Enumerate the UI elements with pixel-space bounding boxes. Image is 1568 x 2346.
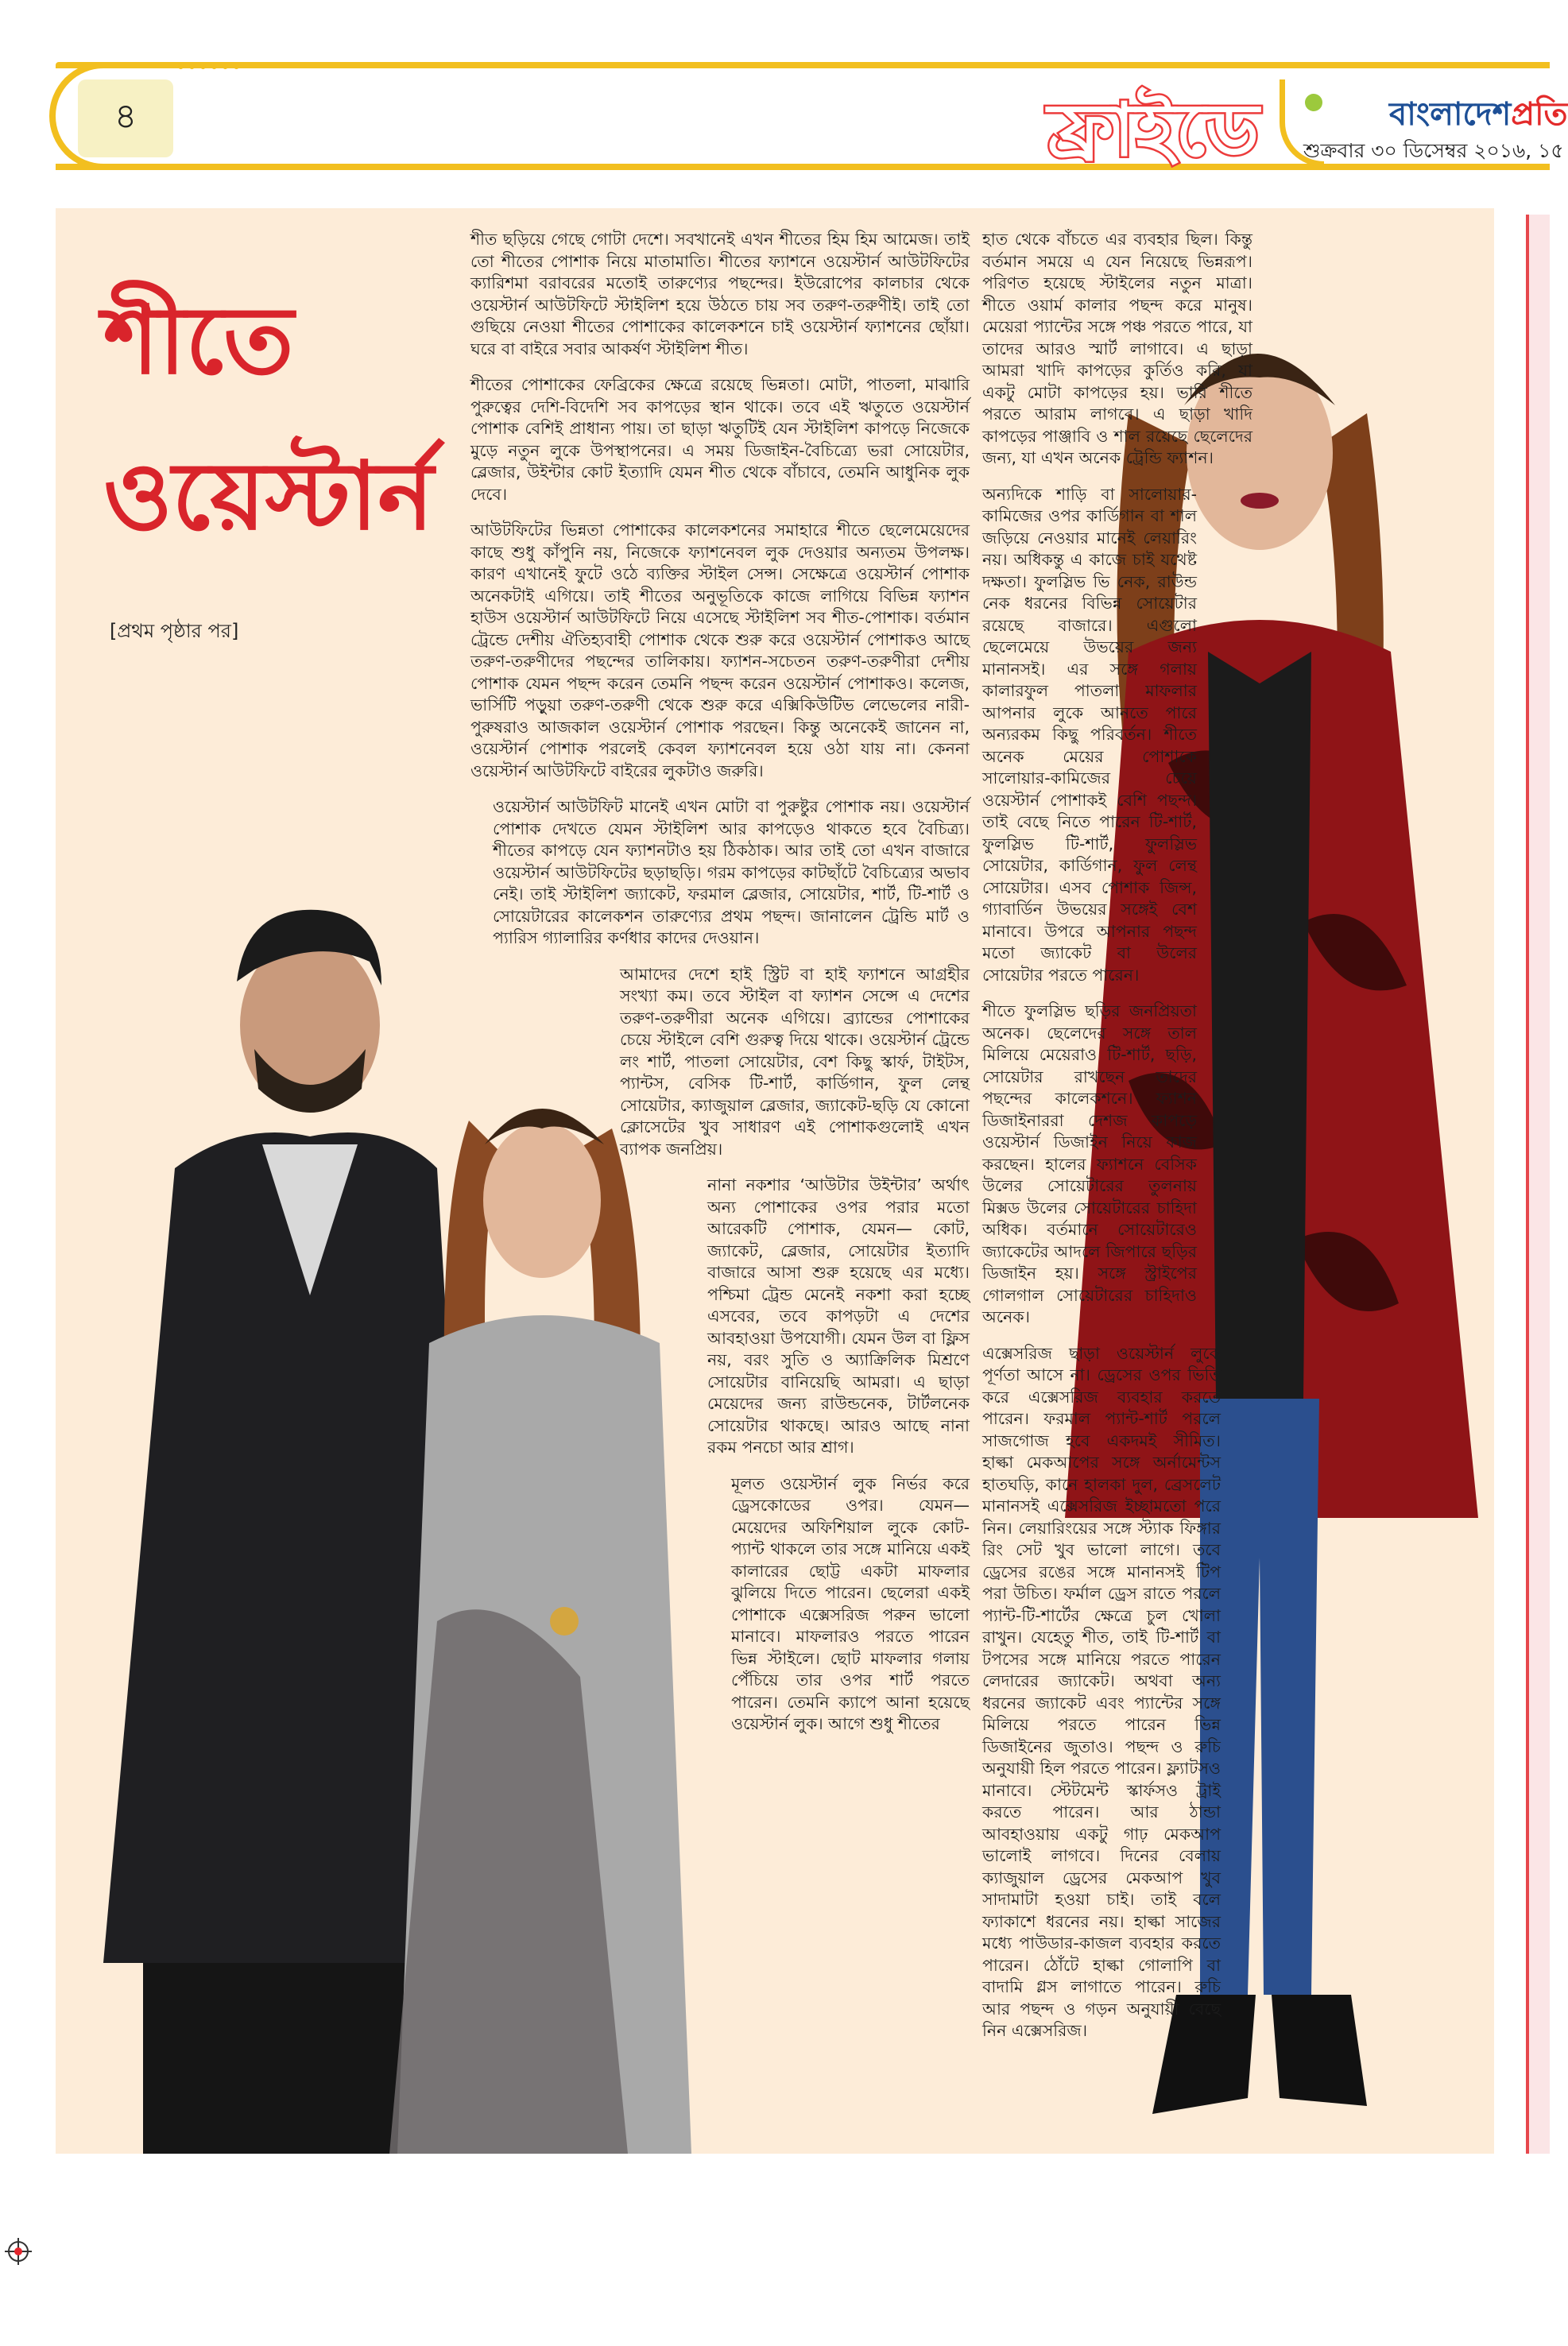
masthead-part-1: বাংলাদেশ <box>1389 96 1512 133</box>
paragraph: হাত থেকে বাঁচতে এর ব্যবহার ছিল। কিন্তু বর্তমান সময়ে এ যেন নিয়েছে ভিন্নরূপ। পরিণত হয়েছে স্টাইলের নতুন মাত্রা। শীতে ওয়ার্ম কালার পছন্দ করে মানুষ। মেয়েরা প্যান্টের সঙ্গে পঞ্চ পরতে পারে, যা তাদের আরও স্মার্ট লাগাবে। এ ছাড়া আমরা খাদি কাপড়ের কুর্তিও করি, যা একটু মোটা কাপড়ের হয়। ভারি শীতে পরতে আরাম লাগবে। এ ছাড়া খাদি কাপড়ের পাঞ্জাবি ও শাল রয়েছে ছেলেদের জন্য, যা এখন অনেক ট্রেন্ডি ফ্যাশন। <box>982 230 1252 467</box>
header-dot <box>178 64 184 69</box>
page-number-box <box>78 79 173 157</box>
adjacent-column-edge <box>1526 215 1550 2154</box>
newspaper-masthead <box>1389 89 1568 142</box>
paragraph: ওয়েস্টার্ন আউটফিট মানেই এখন মোটা বা পুরুষ্টুর পোশাক নয়। ওয়েস্টার্ন পোশাক দেখতে যেমন স্টাইলিশ আর কাপড়েও থাকতে হবে বৈচিত্র্য। শীতের কাপড়ে যেন ফ্যাশনটাও হয় ঠিকঠাক। আর তাই তো এখন বাজারে ওয়েস্টার্ন আউটফিটের ছড়াছড়ি। গরম কাপড়ের কাটছাঁটে বৈচিত্র্যের অভাব নেই। তাই স্টাইলিশ জ্যাকেট, ফরমাল ব্লেজার, সোয়েটার, শার্ট, টি-শার্ট ও সোয়েটারের কালেকশন তারুণ্যের প্রথম পছন্দ। জানালেন ট্রেন্ডি মার্ট ও প্যারিস গ্যালারির কর্ণধার কাদের দেওয়ান। <box>493 797 970 947</box>
header-dot <box>223 64 228 69</box>
masthead-part-2: প্রতি <box>1511 96 1568 133</box>
paragraph: মূলত ওয়েস্টার্ন লুক নির্ভর করে ড্রেসকোডের ওপর। যেমন— মেয়েদের অফিশিয়াল লুকে কোট-প্যান্ট থাকলে তার সঙ্গে মানিয়ে একই কালারের ছোট্ট একটা মাফলার ঝুলিয়ে দিতে পারেন। ছেলেরা একই পোশাকে এক্সেসরিজ পরুন ভালো মানাবে। মাফলারও পরতে পারেন ভিন্ন স্টাইলে। ছোট মাফলার গলায় পেঁচিয়ে তার ওপর শার্ট পরতে পারেন। তেমনি ক্যাপে আনা হয়েছে ওয়েস্টার্ন লুক। আগে শুধু শীতের <box>731 1473 970 1733</box>
header-dot <box>234 64 239 69</box>
header-dot <box>211 64 217 69</box>
paragraph: এক্সেসরিজ ছাড়া ওয়েস্টার্ন লুকে পূর্ণতা আসে না। ড্রেসের ওপর ভিত্তি করে এক্সেসরিজ ব্যবহার করতে পারেন। ফরমাল প্যান্ট-শার্ট পরলে সাজগোজ হবে একদমই সীমিত। হাল্কা মেকআপের সঙ্গে অর্নামেন্টস হাতঘড়ি, কানে হালকা দুল, ব্রেসলেট মানানসই এক্সেসরিজ ইচ্ছামতো পরে নিন। লেয়ারিংয়ের সঙ্গে স্ট্যাক ফিঙ্গার রিং সেট খুব ভালো লাগে। তবে ড্রেসের রঙের সঙ্গে মানানসই টিপ পরা উচিত। ফর্মাল ড্রেস রাতে পরলে প্যান্ট-টি-শার্টের ক্ষেত্রে চুল খোলা রাখুন। যেহেতু শীত, তাই টি-শার্ট বা টপসের সঙ্গে মানিয়ে পরতে পারেন লেদারের জ্যাকেট। অথবা অন্য ধরনের জ্যাকেট এবং প্যান্টের সঙ্গে মিলিয়ে পরতে পারেন ভিন্ন ডিজাইনের জুতাও। পছন্দ ও রুচি অনুযায়ী হিল পরতে পারেন। ফ্ল্যাটসও মানাবে। স্টেটমেন্ট স্কার্ফসও ট্রাই করতে পারেন। আর ঠান্ডা আবহাওয়ায় একটু গাঢ় মেকআপ ভালোই লাগবে। দিনের বেলায় ক্যাজুয়াল ড্রেসের মেকআপ খুব সাদামাটা হওয়া চাই। তাই বলে ফ্যাকাশে ধরনের নয়। হাল্কা সাজের মধ্যে পাউডার-কাজল ব্যবহার করতে পারেন। ঠোঁটে হাল্কা গোলাপি বা বাদামি গ্লস লাগাতে পারেন। রুচি আর পছন্দ ও গড়ন অনুযায়ী বেছে নিন এক্সেসরিজ। <box>982 1343 1221 2040</box>
section-title: ফ্রাইডে <box>1047 87 1261 172</box>
paragraph: আমাদের দেশে হাই স্ট্রিট বা হাই ফ্যাশনে আগ্রহীর সংখ্যা কম। তবে স্টাইল বা ফ্যাশন সেন্সে এ দেশের তরুণ-তরুণীরা অনেক এগিয়ে। ব্র্যান্ডের পোশাকের চেয়ে স্টাইলে বেশি গুরুত্ব দিয়ে থাকে। ওয়েস্টার্ন ট্রেন্ডে লং শার্ট, পাতলা সোয়েটার, বেশ কিছু স্কার্ফ, টাইটস, প্যান্টস, বেসিক টি-শার্ট, কার্ডিগান, ফুল লেন্থ সোয়েটার, ক্যাজুয়াল ব্লেজার, জ্যাকেট-ছড়ি যে কোনো ক্লোসেটের খুব সাধারণ এই পোশাকগুলোই এখন ব্যাপক জনপ্রিয়। <box>620 964 970 1159</box>
paragraph: আউটফিটের ভিন্নতা পোশাকের কালেকশনের সমাহারে শীতে ছেলেমেয়েদের কাছে শুধু কাঁপুনি নয়, নিজেকে ফ্যাশনেবল লুক দেওয়ার অন্যতম উপলক্ষ। কারণ এখানেই ফুটে ওঠে ব্যক্তির স্টাইল সেন্স। সেক্ষেত্রে ওয়েস্টার্ন পোশাক অনেকটাই এগিয়ে। তাই শীতের অনুভূতিকে কাজে লাগিয়ে বিভিন্ন ফ্যাশন হাউস ওয়েস্টার্ন আউটফিটে নিয়ে এসেছে স্টাইলিশ সব শীত-পোশাক। বর্তমান ট্রেন্ডে দেশীয় ঐতিহ্যবাহী পোশাক থেকে শুরু করে ওয়েস্টার্ন পোশাকও আছে তরুণ-তরুণীদের পছন্দের তালিকায়। ফ্যাশন-সচেতন তরুণ-তরুণীরা দেশীয় পোশাক যেমন পছন্দ করেন তেমনি পছন্দ করেন ওয়েস্টার্ন পোশাকও। কলেজ, ভার্সিটি পড়ুয়া তরুণ-তরুণী থেকে শুরু করে এক্সিকিউটিভ লেভেলের নারী-পুরুষরাও আজকাল ওয়েস্টার্ন পোশাক পরছেন। কিন্তু অনেকেই জানেন না, ওয়েস্টার্ন পোশাক পরলেই কেবল ফ্যাশনেবল হয়ে ওঠা যায় না। কেননা ওয়েস্টার্ন আউটফিটে বাইরের লুকটাও জরুরি। <box>470 521 970 780</box>
headline-line-2: ওয়েস্টার্ন <box>103 440 434 551</box>
article-headline <box>103 262 437 574</box>
paragraph: শীত ছড়িয়ে গেছে গোটা দেশে। সবখানেই এখন শীতের হিম হিম আমেজ। তাই তো শীতের পোশাক নিয়ে মাতামাতি। শীতের ফ্যাশনে ওয়েস্টার্ন আউটফিটের ক্যারিশমা বরাবরের মতোই তারুণ্যের পছন্দের। ইউরোপের কালচার থেকে ওয়েস্টার্ন আউটফিটে স্টাইলিশ হয়ে উঠতে চায় সব তরুণ-তরুণীই। তাই তো গুছিয়ে নেওয়া শীতের পোশাকের কালেকশনে চাই ওয়েস্টার্ন ফ্যাশনের ছোঁয়া। ঘরে বা বাইরে সবার আকর্ষণ স্টাইলিশ শীত। <box>470 230 970 358</box>
paragraph: শীতের পোশাকের ফেব্রিকের ক্ষেত্রে রয়েছে ভিন্নতা। মোটা, পাতলা, মাঝারি পুরুত্বের দেশি-বিদেশি সব কাপড়ের স্থান থাকে। তবে এই ঋতুতে ওয়েস্টার্ন পোশাক বেশিই প্রাধান্য পায়। তা ছাড়া ঋতুটিই যেন স্টাইলিশ কাপড়ে নিজেকে মুড়ে নতুন লুকে উপস্থাপনের। এ সময় ডিজাইন-বৈচিত্র্যে ভরা সোয়েটার, ব্লেজার, উইন্টার কোট ইত্যাদি যেমন শীত থেকে বাঁচাবে, তেমনি আধুনিক লুক দেবে। <box>470 375 970 504</box>
registration-mark-icon <box>5 2238 32 2265</box>
dateline: শুক্রবার ৩০ ডিসেম্বর ২০১৬, ১৫ <box>1303 139 1564 162</box>
headline-line-1: শীতে <box>103 285 294 395</box>
article-column-2 <box>982 229 1252 2057</box>
header-dot <box>189 64 195 69</box>
article-column-1 <box>470 229 970 1750</box>
paragraph: নানা নকশার ‘আউটার উইন্টার’ অর্থাৎ অন্য পোশাকের ওপর পরার মতো আরেকটি পোশাক, যেমন— কোট, জ্যাকেট, ব্লেজার, সোয়েটার ইত্যাদি বাজারে আসা শুরু হয়েছে এর মধ্যে। পশ্চিমা ট্রেন্ড মেনেই নকশা করা হচ্ছে এসবের, তবে কাপড়টা এ দেশের আবহাওয়া উপযোগী। যেমন উল বা ফ্লিস নয়, বরং সুতি ও অ্যাক্রিলিক মিশ্রণে সোয়েটার বানিয়েছি আমরা। এ ছাড়া মেয়েদের জন্য রাউন্ডনেক, টার্টলনেক সোয়েটার থাকছে। আরও আছে নানা রকম পনচো আর শ্রাগ। <box>707 1175 970 1457</box>
continued-from-front: [প্রথম পৃষ্ঠার পর] <box>110 620 239 642</box>
paragraph: অন্যদিকে শাড়ি বা সালোয়ার-কামিজের ওপর কার্ডিগান বা শাল জড়িয়ে নেওয়ার মানেই লেয়ারিং নয়। অধিকন্তু এ কাজে চাই যথেষ্ট দক্ষতা। ফুলস্লিভ ভি নেক, রাউন্ড নেক ধরনের বিভিন্ন সোয়েটার রয়েছে বাজারে। এগুলো ছেলেমেয়ে উভয়ের জন্য মানানসই। এর সঙ্গে গলায় কালারফুল পাতলা মাফলার আপনার লুকে আনতে পারে অন্যরকম কিছু পরিবর্তন। শীতে অনেক মেয়ের পোশাকে সালোয়ার-কামিজের চেয়ে ওয়েস্টার্ন পোশাকই বেশি পছন্দ। তাই বেছে নিতে পারেন টি-শার্ট, ফুলস্লিভ টি-শার্ট, ফুলস্লিভ সোয়েটার, কার্ডিগান, ফুল লেন্থ সোয়েটার। এসব পোশাক জিন্স, গ্যাবার্ডিন উভয়ের সঙ্গেই বেশ মানাবে। উপরে আপনার পছন্দ মতো জ্যাকেট বা উলের সোয়েটার পরতে পারেন। <box>982 484 1197 985</box>
paragraph: শীতে ফুলস্লিভ ছড়ির জনপ্রিয়তা অনেক। ছেলেদের সঙ্গে তাল মিলিয়ে মেয়েরাও টি-শার্ট, ছড়ি, সোয়েটার রাখছেন তাদের পছন্দের কালেকশনে। ফ্যাশন ডিজাইনাররা দেশজ কাপড়ে ওয়েস্টার্ন ডিজাইন নিয়ে কাজ করছেন। হালের ফ্যাশনে বেসিক উলের সোয়েটারের তুলনায় মিক্সড উলের সোয়েটারের চাহিদা অধিক। বর্তমানে সোয়েটারেও জ্যাকেটের আদলে জিপারে ছড়ির ডিজাইন হয়। সঙ্গে স্ট্রাইপের গোলগাল সোয়েটারের চাহিদাও অনেক। <box>982 1001 1197 1326</box>
header-dot <box>200 64 206 69</box>
header-rule-top <box>56 62 1550 68</box>
header-swirl-dot <box>1305 94 1322 111</box>
page-number: ৪ <box>114 95 137 137</box>
